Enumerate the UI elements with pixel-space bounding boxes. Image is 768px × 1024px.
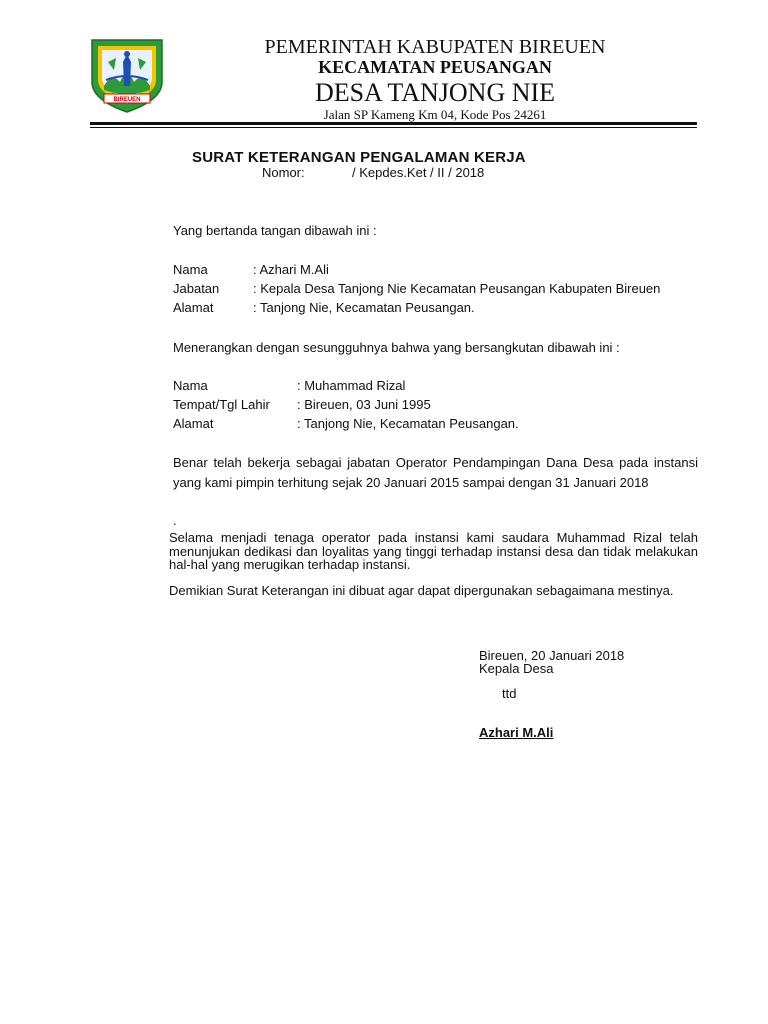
subject-address-value: : Tanjong Nie, Kecamatan Peusangan.: [297, 416, 519, 431]
letterhead-government: PEMERINTAH KABUPATEN BIREUEN: [264, 36, 606, 58]
signature-ttd: ttd: [502, 686, 517, 701]
logo-text: BIREUEN: [113, 97, 141, 103]
letterhead-address: Jalan SP Kameng Km 04, Kode Pos 24261: [323, 107, 547, 122]
subject-birth-value: : Bireuen, 03 Juni 1995: [297, 397, 431, 412]
header-rule-thick: [90, 122, 697, 125]
signature-name: Azhari M.Ali: [479, 725, 554, 740]
subject-address-label: Alamat: [173, 416, 214, 431]
letter-number-value: / Kepdes.Ket / II / 2018: [352, 165, 485, 180]
signer-address-label: Alamat: [173, 300, 214, 315]
subject-birth-label: Tempat/Tgl Lahir: [173, 397, 270, 412]
separator-dot: .: [173, 513, 177, 528]
closing-paragraph: Demikian Surat Keterangan ini dibuat agar dapat dipergunakan sebagaimana mestinya.: [169, 583, 674, 598]
bireuen-logo: [86, 36, 168, 114]
statement-text: Menerangkan dengan sesungguhnya bahwa yang bersangkutan dibawah ini :: [173, 340, 620, 355]
signature-role: Kepala Desa: [479, 661, 554, 676]
dedication-paragraph: Selama menjadi tenaga operator pada instansi kami saudara Muhammad Rizal telah menunjukan dedikasi dan loyalitas yang tinggi terhadap instansi desa dan tidak melakukan hal-hal yang merugikan terhadap instansi.: [169, 530, 698, 572]
employment-paragraph: Benar telah bekerja sebagai jabatan Operator Pendampingan Dana Desa pada instansi yang kami pimpin terhitung sejak 20 Januari 2015 sampai dengan 31 Januari 2018: [173, 455, 698, 490]
letter-title: SURAT KETERANGAN PENGALAMAN KERJA: [192, 149, 526, 166]
signer-address-value: : Tanjong Nie, Kecamatan Peusangan.: [253, 300, 475, 315]
letter-number-label: Nomor:: [262, 165, 305, 180]
signer-name-label: Nama: [173, 262, 208, 277]
signer-position-value: : Kepala Desa Tanjong Nie Kecamatan Peusangan Kabupaten Bireuen: [253, 281, 661, 296]
letterhead-village: DESA TANJONG NIE: [314, 78, 556, 107]
subject-name-label: Nama: [173, 378, 208, 393]
signer-position-label: Jabatan: [173, 281, 220, 296]
signer-name-value: : Azhari M.Ali: [253, 262, 329, 277]
intro-text: Yang bertanda tangan dibawah ini :: [173, 223, 377, 238]
header-rule-thin: [90, 127, 697, 128]
letterhead-district: KECAMATAN PEUSANGAN: [318, 57, 552, 77]
subject-name-value: : Muhammad Rizal: [297, 378, 406, 393]
signature-place-date: Bireuen, 20 Januari 2018: [479, 648, 625, 663]
